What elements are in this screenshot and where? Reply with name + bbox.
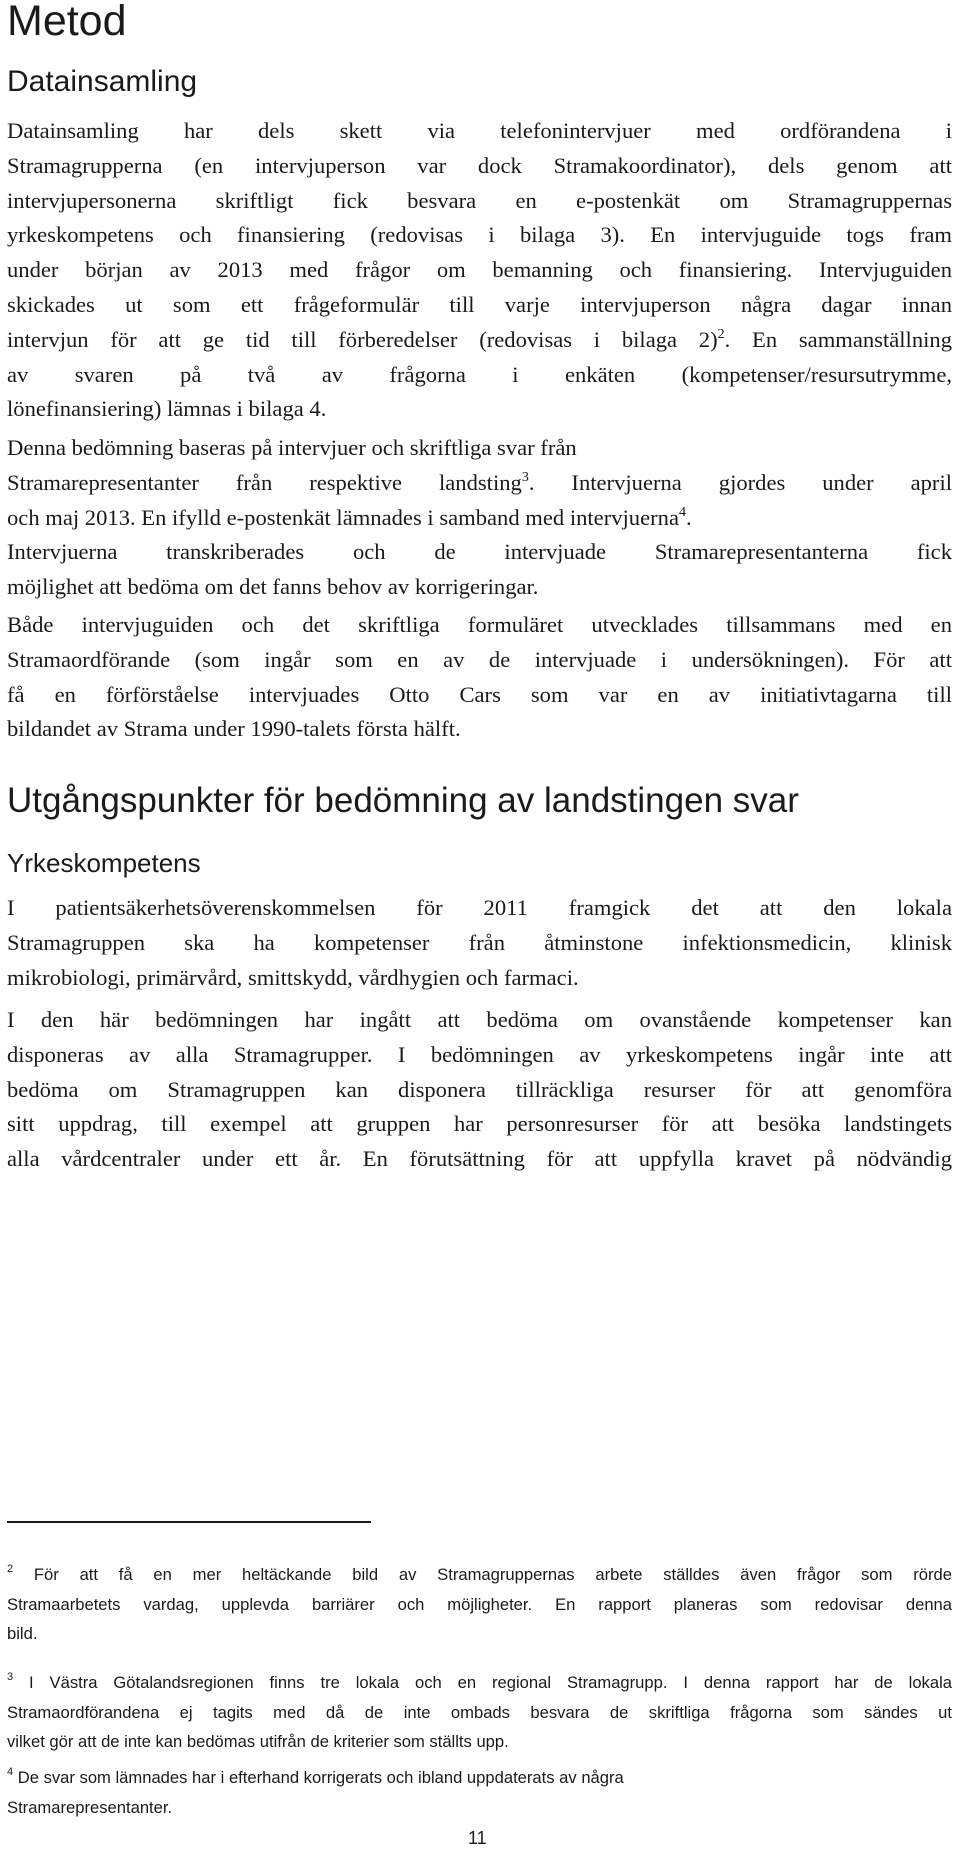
page-number: 11 <box>468 1828 487 1848</box>
footnote-2 <box>7 1560 952 1649</box>
text-segment: . Intervjuerna gjordes under april <box>528 469 953 495</box>
text-line: Denna bedömning baseras på intervjuer och skriftliga svar från <box>7 435 577 460</box>
text-line: lönefinansiering) lämnas i bilaga 4. <box>7 396 327 422</box>
text-line: Intervjuerna transkriberades och de intervjuade Stramarepresentanterna fick <box>7 539 952 565</box>
text-line: bedöma om Stramagruppen kan disponera tillräckliga resurser för att genomföra <box>7 1076 952 1102</box>
section-heading-datainsamling: Datainsamling <box>7 65 198 98</box>
footnote-4 <box>7 1763 952 1822</box>
text-line <box>7 323 952 358</box>
text-line: sitt uppdrag, till exempel att gruppen har personresurser för att besöka landstingets <box>7 1111 952 1137</box>
text-line: Stramagrupperna (en intervjuperson var dock Stramakoordinator), dels genom att <box>7 152 952 178</box>
text-segment: intervjun för att ge tid till förberedelser (redovisas i bilaga 2) <box>7 326 718 352</box>
footnote-divider <box>7 1521 371 1523</box>
section-heading-utgangspunkter: Utgångspunkter för bedömning av landstingen svar <box>7 781 799 820</box>
text-line: yrkeskompetens och finansiering (redovisas i bilaga 3). En intervjuguide togs fram <box>7 222 952 248</box>
footnote-ref[interactable]: 3 <box>521 469 529 485</box>
footnote-line: Stramarepresentanter. <box>7 1797 173 1817</box>
footnote-number: 3 <box>7 1671 14 1683</box>
text-line: Både intervjuguiden och det skriftliga formuläret utvecklades tillsammans med en <box>7 612 952 637</box>
footnote-line: bild. <box>7 1624 38 1643</box>
text-segment: I Västra Götalandsregionen finns tre lokala och en regional Stramagrupp. I denna rapport har de lokala <box>29 1673 952 1692</box>
text-segment: och maj 2013. En ifylld e-postenkät lämnades i samband med intervjuerna <box>7 504 679 530</box>
paragraph-datainsamling-3 <box>7 608 952 747</box>
footnote-line: Stramaarbetets vardag, upplevda barriärer och möjligheter. En rapport planeras som redovisar denna <box>7 1594 952 1614</box>
text-line: av svaren på två av frågorna i enkäten (kompetenser/resursutrymme, <box>7 361 952 387</box>
footnote-line <box>7 1668 952 1698</box>
page-title: Metod <box>7 0 127 45</box>
subsection-heading-yrkeskompetens: Yrkeskompetens <box>7 848 201 878</box>
footnote-ref[interactable]: 4 <box>678 504 686 520</box>
text-line: möjlighet att bedöma om det fanns behov av korrigeringar. <box>7 574 539 600</box>
text-segment: De svar som lämnades har i efterhand korrigerats och ibland uppdaterats av några <box>17 1768 624 1787</box>
text-line: få en förförståelse intervjuades Otto Cars som var en av initiativtagarna till <box>7 681 952 707</box>
text-line: I den här bedömningen har ingått att bedöma om ovanstående kompetenser kan <box>7 1007 952 1032</box>
footnote-ref[interactable]: 2 <box>717 326 725 342</box>
footnote-number: 2 <box>7 1563 14 1575</box>
paragraph-yrkeskompetens-2 <box>7 1003 952 1177</box>
text-line: disponeras av alla Stramagrupper. I bedömningen av yrkeskompetens ingår inte att <box>7 1041 952 1067</box>
text-line: I patientsäkerhetsöverenskommelsen för 2011 framgick det att den lokala <box>7 895 952 920</box>
footnote-line <box>7 1560 952 1590</box>
text-segment: . <box>685 504 692 530</box>
text-line: Datainsamling har dels skett via telefonintervjuer med ordförandena i <box>7 118 952 143</box>
text-line <box>7 501 952 536</box>
text-line: Stramagruppen ska ha kompetenser från åtminstone infektionsmedicin, klinisk <box>7 929 952 955</box>
text-line <box>7 466 952 501</box>
text-segment: . En sammanställning <box>724 326 952 352</box>
footnote-line: vilket gör att de inte kan bedömas utifrån de kriterier som ställts upp. <box>7 1732 509 1751</box>
text-line: mikrobiologi, primärvård, smittskydd, vårdhygien och farmaci. <box>7 964 579 990</box>
paragraph-yrkeskompetens-1 <box>7 891 952 995</box>
paragraph-datainsamling-2 <box>7 431 952 605</box>
footnote-3 <box>7 1668 952 1757</box>
footnote-number: 4 <box>7 1766 14 1778</box>
text-segment: För att få en mer heltäckande bild av Stramagruppernas arbete ställdes även frågor som rörde <box>33 1565 952 1584</box>
text-line: under början av 2013 med frågor om bemanning och finansiering. Intervjuguiden <box>7 257 952 283</box>
text-line: skickades ut som ett frågeformulär till varje intervjuperson några dagar innan <box>7 291 952 317</box>
paragraph-datainsamling-1 <box>7 114 952 427</box>
text-line: Stramaordförande (som ingår som en av de intervjuade i undersökningen). För att <box>7 646 952 672</box>
text-line: intervjupersonerna skriftligt fick besvara en e-postenkät om Stramagruppernas <box>7 187 952 213</box>
text-line: alla vårdcentraler under ett år. En förutsättning för att uppfylla kravet på nödvändig <box>7 1146 952 1172</box>
footnote-line <box>7 1763 952 1793</box>
footnote-line: Stramaordförandena ej tagits med då de inte ombads besvara de skriftliga frågorna som sändes ut <box>7 1702 952 1722</box>
text-line: bildandet av Strama under 1990-talets första hälft. <box>7 716 461 742</box>
text-segment: Stramarepresentanter från respektive landsting <box>7 469 522 495</box>
